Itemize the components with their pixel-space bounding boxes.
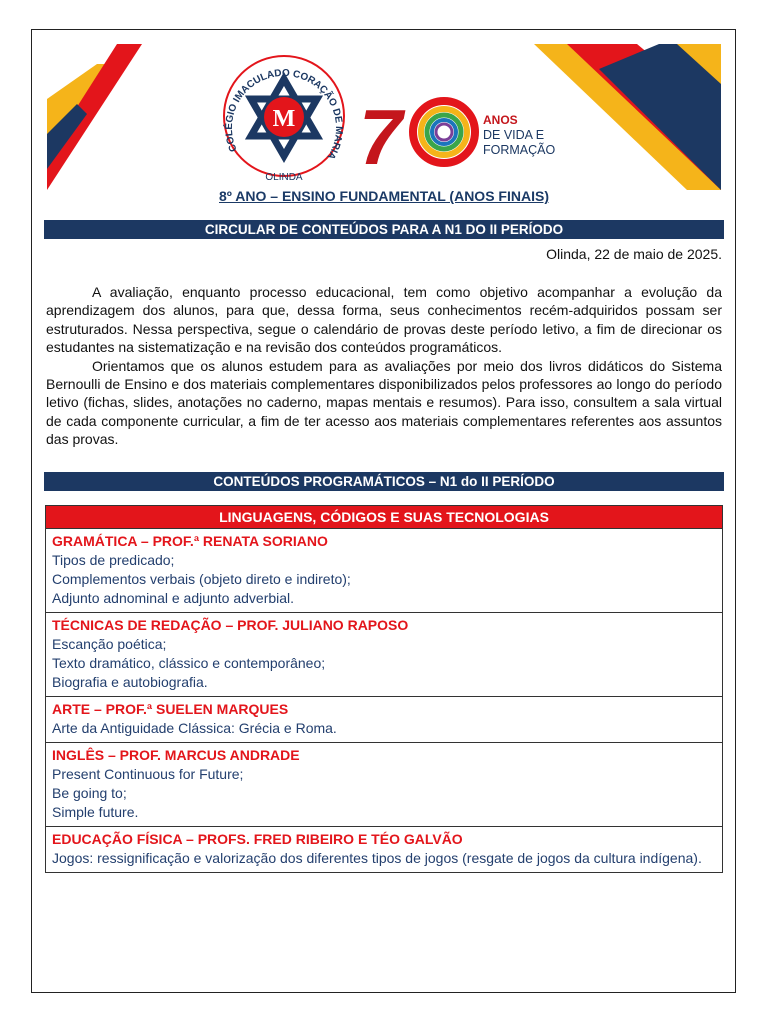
subject-title: ARTE – PROF.ª SUELEN MARQUES [52, 701, 289, 717]
rainbow-ring-purple [436, 124, 452, 140]
subject-title: TÉCNICAS DE REDAÇÃO – PROF. JULIANO RAPOSO [52, 617, 409, 633]
subject-item: Texto dramático, clássico e contemporâneo; [52, 655, 326, 671]
contents-title-bar: CONTEÚDOS PROGRAMÁTICOS – N1 do II PERÍODO [44, 472, 724, 491]
subject-item: Escanção poética; [52, 636, 167, 652]
anniversary-line3: FORMAÇÃO [483, 143, 556, 157]
subject-item: Biografia e autobiografia. [52, 674, 208, 690]
subject-item: Adjunto adnominal e adjunto adverbial. [52, 590, 295, 606]
body-text [46, 283, 722, 449]
subject-educacao-fisica [46, 827, 722, 872]
area-header: LINGUAGENS, CÓDIGOS E SUAS TECNOLOGIAS [46, 506, 722, 529]
grade-title: 8º ANO – ENSINO FUNDAMENTAL (ANOS FINAIS) [219, 188, 549, 204]
document-date: Olinda, 22 de maio de 2025. [546, 246, 722, 262]
subject-gramatica [46, 529, 722, 613]
subject-title: GRAMÁTICA – PROF.ª RENATA SORIANO [52, 533, 328, 549]
subject-redacao [46, 613, 722, 697]
subject-item: Present Continuous for Future; [52, 766, 244, 782]
circular-title-bar: CIRCULAR DE CONTEÚDOS PARA A N1 DO II PERÍODO [44, 220, 724, 239]
subject-item: Simple future. [52, 804, 139, 820]
anniversary-seven: 7 [359, 93, 403, 181]
paragraph-2: Orientamos que os alunos estudem para as avaliações por meio dos livros didáticos do Sistema Bernoulli de Ensino e dos materiais complementares disponibilizados pelos professores ao longo do período letivo (fichas, slides, anotações no caderno, mapas mentais e resumos). Para isso, consultem a sala virtual de cada componente curricular, a fim de ter acesso aos materiais complementares referentes aos assuntos das provas. [46, 357, 722, 448]
subject-arte [46, 697, 722, 743]
anniversary-line2: DE VIDA E [483, 128, 545, 142]
logo-monogram: M [272, 106, 296, 132]
subject-item: Complementos verbais (objeto direto e indireto); [52, 571, 351, 587]
subject-title: EDUCAÇÃO FÍSICA – PROFS. FRED RIBEIRO E TÉO GALVÃO [52, 831, 463, 847]
contents-table [45, 505, 723, 873]
anniversary-line1: ANOS [483, 113, 518, 127]
subject-item: Arte da Antiguidade Clássica: Grécia e Roma. [52, 720, 337, 736]
subject-item: Be going to; [52, 785, 127, 801]
paragraph-1: A avaliação, enquanto processo educacional, tem como objetivo acompanhar a evolução da aprendizagem dos alunos, para que, dessa forma, seus conhecimentos recém-adquiridos possam ser estruturados. Nessa perspectiva, segue o calendário de provas deste período letivo, a fim de direcionar os estudantes na sistematização e na revisão dos conteúdos programáticos. [46, 284, 722, 356]
subject-title: INGLÊS – PROF. MARCUS ANDRADE [52, 747, 300, 763]
banner-graphic [47, 44, 721, 190]
logo-city: OLINDA [265, 172, 303, 183]
subject-item: Tipos de predicado; [52, 552, 175, 568]
subject-ingles [46, 743, 722, 827]
logo-ring-text: COLÉGIO IMACULADO CORAÇÃO DE MARIA [223, 67, 345, 162]
subject-item: Jogos: ressignificação e valorização dos diferentes tipos de jogos (resgate de jogos da cultura indígena). [52, 850, 702, 866]
header-banner [47, 44, 721, 190]
